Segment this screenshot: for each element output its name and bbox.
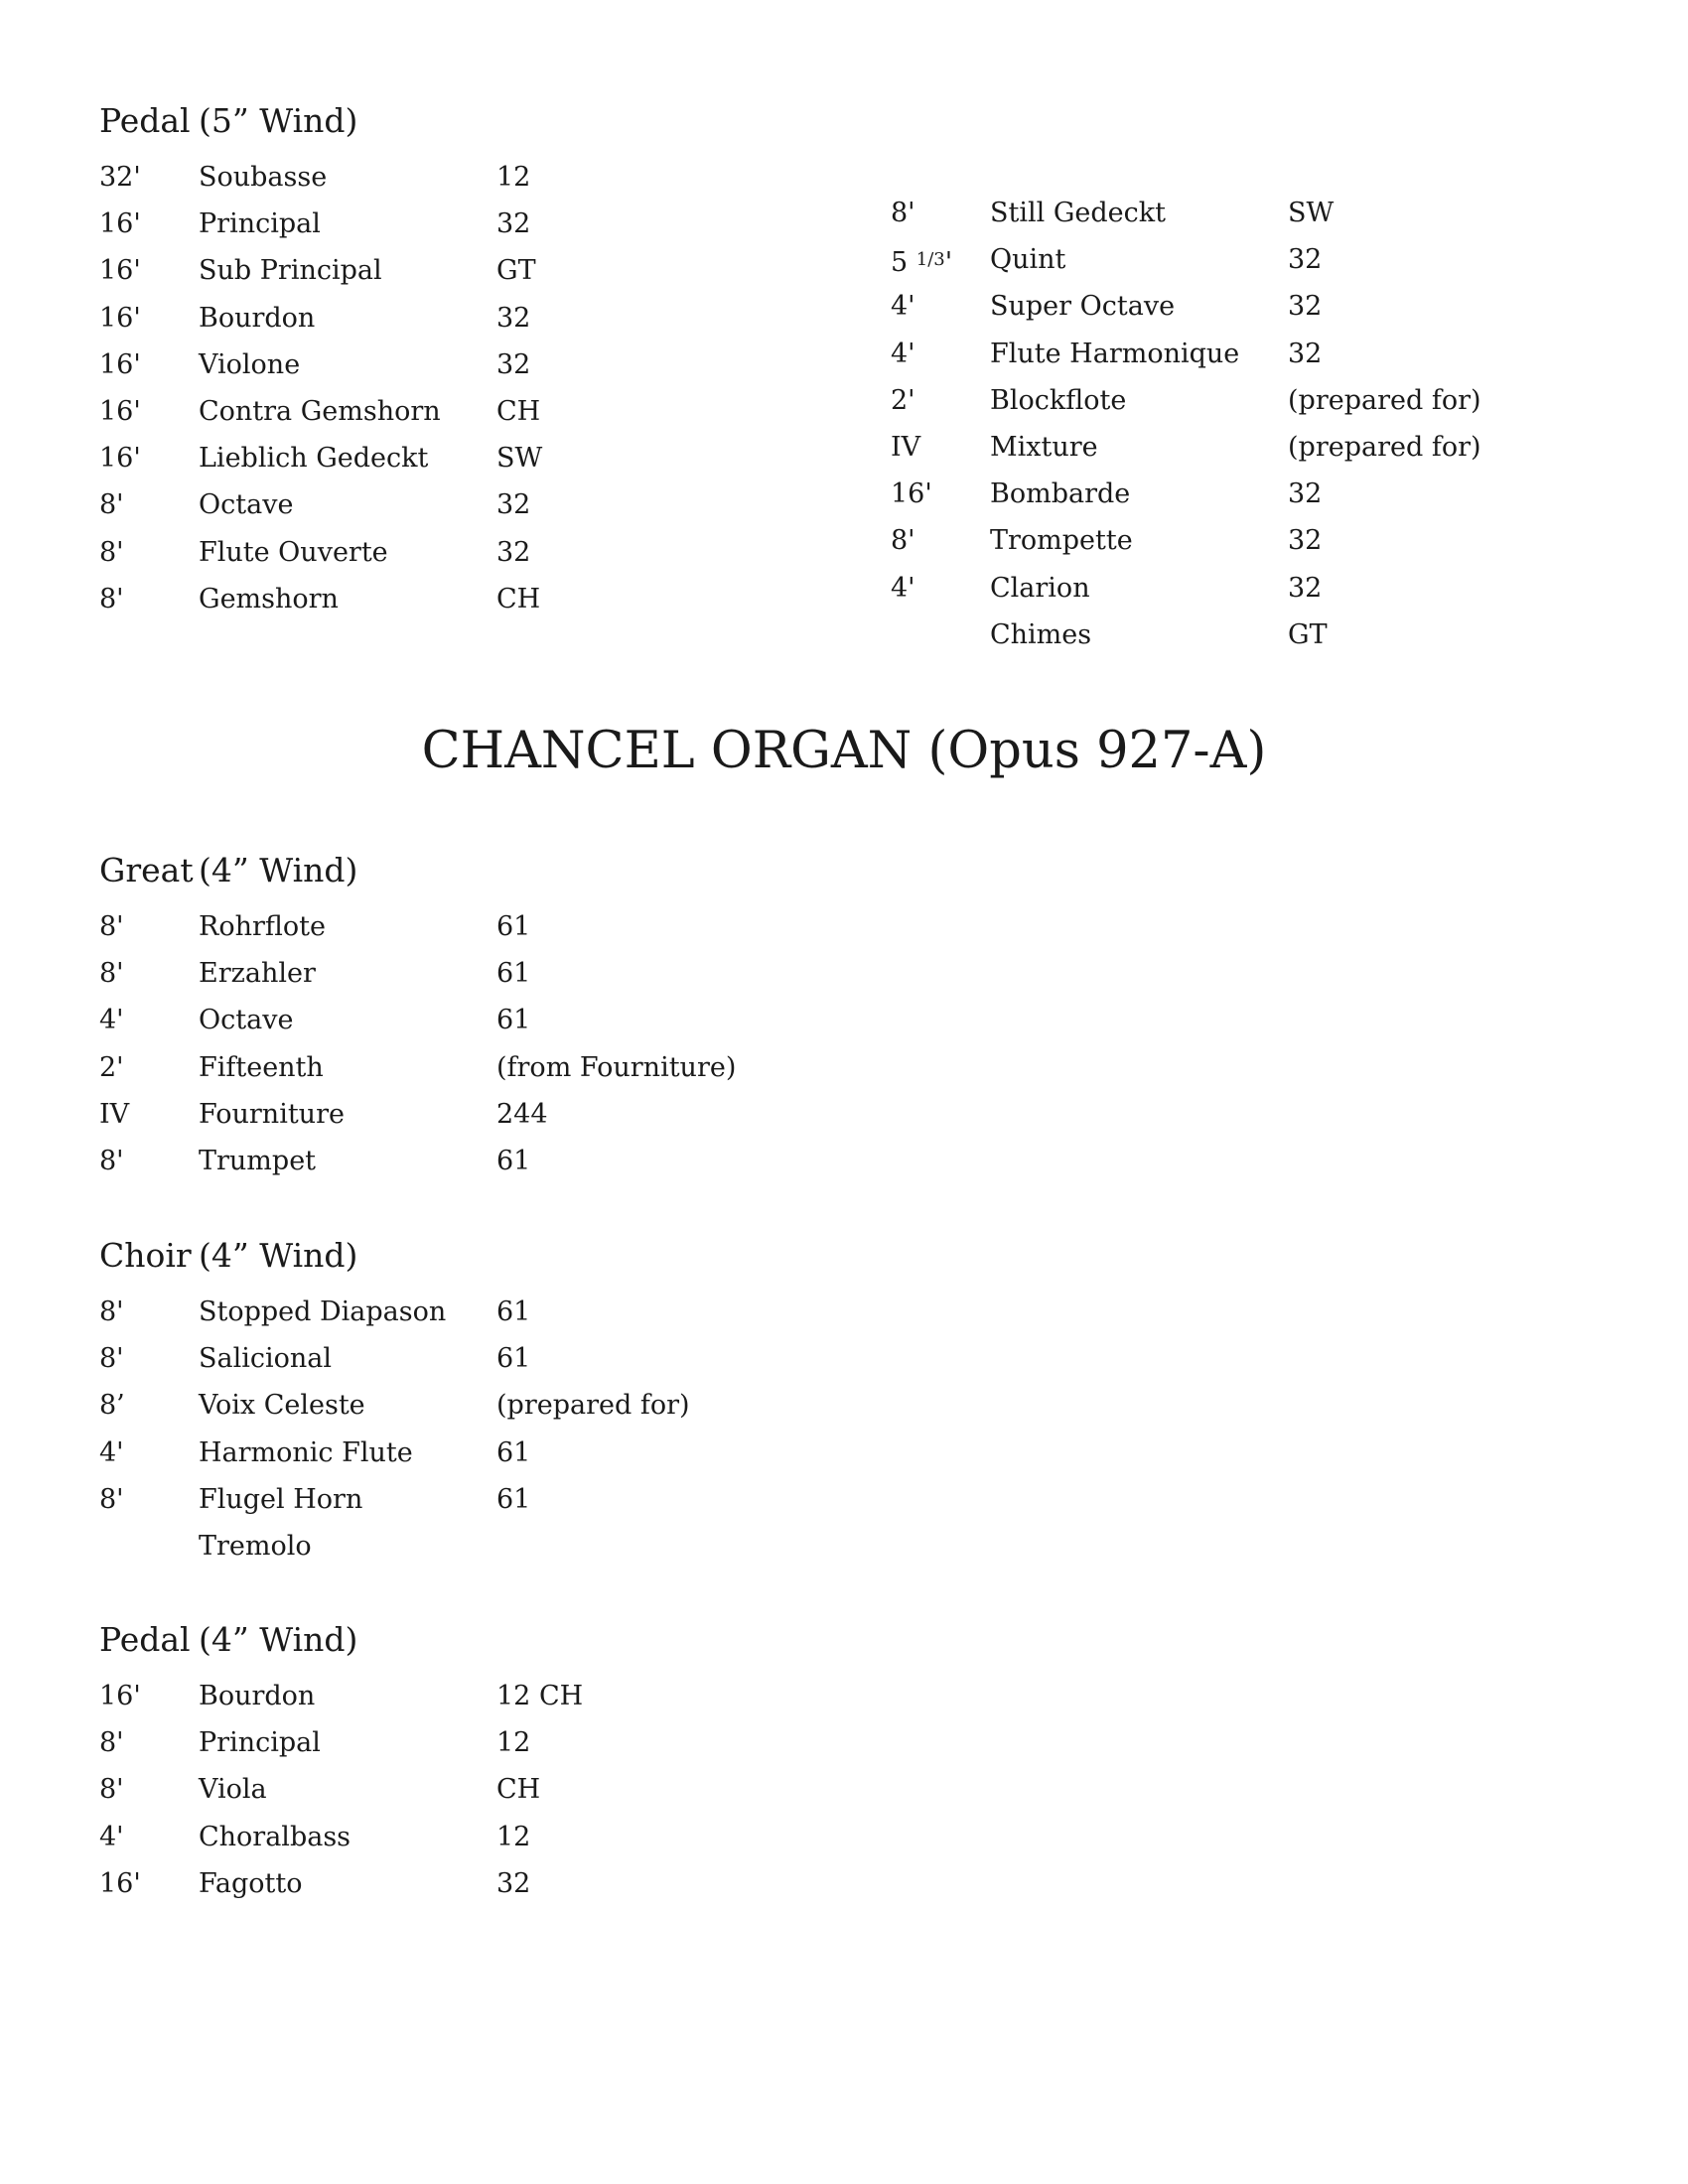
stop-row (891, 424, 1586, 471)
stop-pitch: 4' (891, 291, 915, 323)
stop-row (99, 1860, 794, 1907)
stop-pipes: 32 (496, 348, 531, 380)
stop-pipes: 32 (1288, 525, 1323, 557)
stop-row (99, 1091, 794, 1138)
stop-pipes: CH (496, 1774, 541, 1806)
stop-name: Flugel Horn (199, 1483, 363, 1515)
stop-pitch: 8' (99, 958, 124, 990)
stop-row (99, 1382, 794, 1429)
stop-name: Voix Celeste (199, 1390, 365, 1422)
stop-pitch: 16' (99, 348, 141, 380)
stop-pitch: 16' (99, 443, 141, 475)
stop-row (99, 576, 794, 622)
stop-name: Sub Principal (199, 255, 382, 287)
pedal-5-wind-section (99, 101, 794, 622)
stop-pitch: 8' (99, 536, 124, 568)
stop-row (99, 295, 794, 341)
stop-pitch: IV (99, 1098, 130, 1130)
stop-pitch: 16' (99, 1867, 141, 1899)
stop-name: Rohrflote (199, 911, 326, 942)
stop-name: Still Gedeckt (990, 198, 1166, 228)
stop-row (99, 1335, 794, 1382)
stop-row (891, 331, 1586, 377)
stop-pipes: CH (496, 583, 541, 614)
stop-name: Harmonic Flute (199, 1436, 413, 1468)
stop-name: Lieblich Gedeckt (199, 443, 429, 475)
stop-pitch: 5 $^{1/3}$' (891, 247, 953, 279)
stop-name: Octave (199, 489, 294, 521)
stop-pipes: GT (1288, 618, 1328, 650)
stop-pitch: 16' (99, 255, 141, 287)
stop-pipes: 61 (496, 911, 531, 942)
stop-pipes: (prepared for) (496, 1390, 690, 1422)
stop-pitch: 16' (99, 1681, 141, 1711)
stop-pipes: 244 (496, 1098, 548, 1130)
stop-pipes: 61 (496, 1005, 531, 1036)
stop-pitch: 8' (99, 1343, 124, 1375)
stop-row (99, 950, 794, 997)
stop-name: Salicional (199, 1343, 332, 1375)
division-name: Pedal (99, 1620, 191, 1659)
stop-row (99, 903, 794, 950)
stop-pitch: 8' (99, 489, 124, 521)
stop-name: Trompette (990, 525, 1133, 557)
page-title: CHANCEL ORGAN (Opus 927-A) (421, 722, 1267, 780)
stop-row (99, 388, 794, 435)
stop-pipes: 61 (496, 1297, 531, 1327)
stop-row (99, 1523, 794, 1570)
stop-pipes: (prepared for) (1288, 431, 1481, 463)
stop-row (99, 1044, 794, 1091)
wind-pressure: (4” Wind) (199, 851, 358, 889)
stop-row (99, 1814, 794, 1860)
stop-pitch: 8' (891, 525, 915, 557)
stop-pitch (891, 612, 990, 658)
stop-row (99, 1719, 794, 1766)
stop-pipes: GT (496, 255, 536, 287)
division-name: Great (99, 851, 194, 889)
stop-pitch: 16' (891, 478, 932, 510)
stop-row (99, 1430, 794, 1476)
pedal-4-wind-section (99, 1620, 794, 1907)
wind-pressure: (4” Wind) (199, 1620, 358, 1659)
stop-pitch: 16' (99, 395, 141, 427)
stop-pipes: 61 (496, 1145, 531, 1176)
stop-pitch: 4' (99, 1005, 124, 1036)
stop-pitch: 32' (99, 162, 141, 193)
stop-pitch: 16' (99, 302, 141, 334)
stop-pipes: 61 (496, 1343, 531, 1375)
stop-row (99, 1673, 794, 1719)
stop-name: Chimes (990, 618, 1092, 650)
stop-pitch: 8' (99, 911, 124, 942)
stop-pipes: (from Fourniture) (496, 1051, 737, 1083)
stop-pitch: 4' (99, 1436, 124, 1468)
stop-name: Trumpet (199, 1145, 317, 1176)
division-heading (99, 851, 794, 890)
stop-pipes: SW (496, 443, 543, 475)
stop-pipes: 61 (496, 1483, 531, 1515)
great-section (99, 851, 794, 1184)
stop-pipes: SW (1288, 198, 1335, 228)
stop-row (891, 236, 1586, 283)
stop-row (99, 997, 794, 1043)
stop-name: Erzahler (199, 958, 316, 990)
stop-pipes: 12 (496, 1727, 531, 1759)
stop-row (99, 481, 794, 528)
stop-pipes: CH (496, 395, 541, 427)
pedal-5-wind-continued (891, 190, 1586, 658)
stop-name: Flute Harmonique (990, 338, 1240, 369)
wind-pressure: (5” Wind) (199, 101, 358, 140)
stop-name: Bourdon (199, 1681, 316, 1711)
stop-row (99, 201, 794, 247)
stop-pipes: 32 (496, 1867, 531, 1899)
stop-pipes: (prepared for) (1288, 384, 1481, 416)
choir-section (99, 1236, 794, 1570)
stop-name: Fourniture (199, 1098, 345, 1130)
stop-name: Clarion (990, 572, 1090, 604)
stop-pitch: IV (891, 431, 921, 463)
stop-pipes: 32 (496, 208, 531, 240)
stop-pitch: 4' (891, 338, 915, 369)
stop-name: Viola (199, 1774, 267, 1806)
stop-row (99, 1138, 794, 1184)
stop-name: Tremolo (199, 1530, 312, 1562)
stop-name: Principal (199, 208, 321, 240)
stop-pitch: 4' (891, 572, 915, 604)
stop-pitch: 8' (99, 1774, 124, 1806)
stop-row (891, 377, 1586, 424)
stop-pipes: 12 (496, 1821, 531, 1852)
stop-pipes: 32 (1288, 338, 1323, 369)
stop-name: Soubasse (199, 162, 328, 193)
division-heading (99, 1236, 794, 1276)
stop-name: Gemshorn (199, 583, 339, 614)
stop-row (99, 154, 794, 201)
stop-pitch: 8' (99, 1145, 124, 1176)
stop-row (99, 341, 794, 388)
stop-pitch: 8' (99, 583, 124, 614)
stop-pipes: 12 (496, 162, 531, 193)
stop-row (891, 190, 1586, 236)
stop-row (891, 565, 1586, 612)
stop-row (891, 283, 1586, 330)
stop-pipes: 32 (1288, 291, 1323, 323)
stop-name: Quint (990, 244, 1066, 276)
stop-row (99, 1289, 794, 1335)
division-heading (99, 1620, 794, 1660)
stop-pitch: 8’ (99, 1390, 125, 1422)
stop-pipes (496, 1523, 794, 1570)
stop-pitch: 2' (891, 384, 915, 416)
stop-list (99, 154, 794, 622)
stop-row (99, 1476, 794, 1523)
stop-list (99, 903, 794, 1184)
stop-pipes: 32 (496, 489, 531, 521)
stop-name: Mixture (990, 431, 1098, 463)
stop-pitch: 16' (99, 208, 141, 240)
stop-pitch: 8' (99, 1727, 124, 1759)
stop-list (99, 1289, 794, 1570)
stop-pipes: 12 CH (496, 1681, 584, 1711)
stop-pipes: 32 (496, 536, 531, 568)
stop-pipes: 32 (1288, 478, 1323, 510)
stop-name: Choralbass (199, 1821, 352, 1852)
stop-row (99, 529, 794, 576)
stop-name: Stopped Diapason (199, 1297, 447, 1327)
stop-pitch: 2' (99, 1051, 124, 1083)
stop-name: Blockflote (990, 384, 1127, 416)
stop-name: Violone (199, 348, 301, 380)
division-name: Pedal (99, 101, 191, 140)
stop-pitch: 8' (99, 1297, 124, 1327)
stop-row (891, 517, 1586, 564)
division-name: Choir (99, 1236, 192, 1275)
stop-name: Principal (199, 1727, 321, 1759)
stop-row (99, 247, 794, 294)
stop-name: Contra Gemshorn (199, 395, 441, 427)
stop-pipes: 61 (496, 1436, 531, 1468)
wind-pressure: (4” Wind) (199, 1236, 358, 1275)
stop-row (99, 435, 794, 481)
stop-row (891, 471, 1586, 517)
stop-name: Bombarde (990, 478, 1131, 510)
stop-name: Flute Ouverte (199, 536, 388, 568)
stop-pitch: 4' (99, 1821, 124, 1852)
stop-name: Fagotto (199, 1867, 303, 1899)
stop-row (891, 612, 1586, 658)
stop-list (99, 1673, 794, 1907)
stop-pipes: 32 (1288, 572, 1323, 604)
stop-pitch: 8' (99, 1483, 124, 1515)
stop-list (891, 190, 1586, 658)
stop-name: Octave (199, 1005, 294, 1036)
stop-pipes: 32 (1288, 244, 1323, 276)
stop-pipes: 32 (496, 302, 531, 334)
stop-name: Super Octave (990, 291, 1176, 323)
stop-pitch (99, 1523, 199, 1570)
stop-name: Fifteenth (199, 1051, 324, 1083)
stop-name: Bourdon (199, 302, 316, 334)
stop-pipes: 61 (496, 958, 531, 990)
stop-row (99, 1766, 794, 1813)
division-heading (99, 101, 794, 141)
stop-pitch: 8' (891, 198, 915, 228)
